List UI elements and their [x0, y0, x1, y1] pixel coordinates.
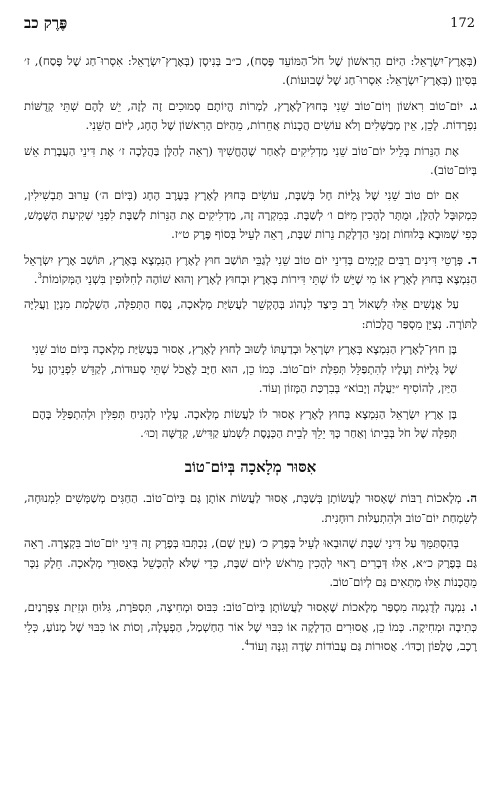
paragraph: בֶּן חוּץ־לָאָרֶץ הַנִּמְצָא בְּאֶרֶץ יִשְׂרָאֵל וּבְדַעְתּוֹ לָשׁוּב לְחוּץ לָאָרֶץ, אָסוּר בַּעֲשִׂיַּת מְלָאכָה בְּיוֹם טוֹב שֵׁנִי שֶׁל גָּלֻיּוֹת וְעָלָיו לְהִתְפַּלֵּל תְּפִלַּת יוֹם־טוֹב. כְּמוֹ כֵן, הוּא חַיָּב לֶאֱכֹל שְׁתֵּי סְעוּדוֹת, לְקַדֵּשׁ לִפְנֵיהֶן עַל הַיַּיִן, לְהוֹסִיף ״יַעֲלֶה וְיָבוֹא״ בְּבִרְכַּת הַמָּזוֹן וְעוֹד.	[32, 342, 457, 396]
paragraph: (בְּאֶרֶץ־יִשְׂרָאֵל: הַיּוֹם הָרִאשׁוֹן שֶׁל חֹל־הַמּוֹעֵד פֶּסַח), כ״ב בְּנִיסָן (בְּאֶרֶץ־יִשְׂרָאֵל: אִסְרוּ־חַג שֶׁל פֶּסַח), ז׳ בְּסִיוָן (בְּאֶרֶץ־יִשְׂרָאֵל: אִסְרוּ־חַג שֶׁל שָׁבוּעוֹת).	[24, 54, 477, 88]
footnote-marker[interactable]: 3	[37, 272, 42, 281]
paragraph-label: ד.	[467, 252, 477, 267]
paragraph-label: ו.	[469, 600, 477, 615]
paragraph-label: ג.	[469, 98, 478, 113]
paragraph: ה. מְלָאכוֹת רַבּוֹת שֶׁאָסוּר לַעֲשׂוֹתָן בְּשַׁבָּת, אָסוּר לַעֲשׂוֹת אוֹתָן גַּם בְּיוֹם־טוֹב. הַחַגִּים מְשַׁמְּשִׁים לִמְנוּחָה, לְשִׂמְחַת יוֹם־טוֹב וּלְהִתְעַלּוּת רוּחָנִית.	[24, 491, 478, 525]
paragraph-label: ה.	[466, 491, 478, 506]
paragraph: ג. יוֹם־טוֹב רִאשׁוֹן וְיוֹם־טוֹב שֵׁנִי בְּחוּץ־לָאָרֶץ, לַמְרוֹת הֱיוֹתָם סְמוּכִים זֶה לָזֶה, יֵשׁ לָהֶם שְׁתֵּי קְדֻשּׁוֹת נִפְרָדוֹת. לָכֵן, אֵין מְבַשְּׁלִים וְלֹא עוֹשִׂים הֲכָנוֹת אֲחֵרוֹת, מֵהַיּוֹם הָרִאשׁוֹן שֶׁל הֶחָג, לַיּוֹם הַשֵּׁנִי.	[24, 98, 478, 133]
running-header	[24, 14, 475, 36]
page-number: 172	[450, 16, 475, 31]
chapter-title: פֶּרֶק כב	[24, 14, 68, 32]
paragraph: בְּהִסְתַּמֵּךְ עַל דִּינֵי שַׁבָּת שֶׁהוּבְאוּ לְעֵיל בְּפֶרֶק כ׳ (עַיֵּן שָׁם), נִכְתְּבוּ בְּפֶרֶק זֶה דִּינֵי יוֹם־טוֹב בִּקְצָרָה. רְאֵה גַּם בְּפֶרֶק כ״א, אֵלּוּ דְּבָרִים רָאוּי לְהָכִין מֵרֹאשׁ לְיוֹם שַׁבָּת, כְּדֵי שֶׁלֹּא לְהִכָּשֵׁל בְּאִסּוּרֵי מְלָאכָה. חֵלֶק נִכָּר מֵהֲכָנוֹת אֵלּוּ מַתְאִים גַּם לְיוֹם־טוֹב.	[24, 536, 477, 589]
paragraph: בֶּן אֶרֶץ יִשְׂרָאֵל הַנִּמְצָא בְּחוּץ לָאָרֶץ אָסוּר לוֹ לַעֲשׂוֹת מְלָאכָה. עָלָיו לְהָנִיחַ תְּפִלִּין וּלְהִתְפַּלֵּל בָּהֶם תְּפִלָּה שֶׁל חֹל בְּבֵיתוֹ וְאַחַר כָּךְ יֵלֵךְ לְבֵית הַכְּנֶסֶת לִשְׁמֹעַ קַדִּישׁ, קְדֻשָּׁה וְכוּ׳.	[32, 406, 457, 440]
paragraph: ד. פְּרָטֵי דִּינִים רַבִּים קַיָּמִים בְּדִינֵי יוֹם טוֹב שֵׁנִי לְגַבֵּי תּוֹשַׁב חוּץ לָאָרֶץ הַנִּמְצָא בָּאָרֶץ, תּוֹשַׁב אֶרֶץ יִשְׂרָאֵל הַנִּמְצָא בְּחוּץ לָאָרֶץ אוֹ מִי שֶׁיֵּשׁ לוֹ שְׁתֵּי דִּירוֹת בָּאָרֶץ וּבְחוּץ לָאָרֶץ וְהוּא שׁוֹהֶה לְחִלּוּפִין בִּשְׁנֵי הַמְּקוֹמוֹת$^3$.	[24, 252, 477, 287]
paragraph: אִם יוֹם טוֹב שֵׁנִי שֶׁל גָּלֻיּוֹת חָל בְּשַׁבָּת, עוֹשִׂים בְּחוּץ לָאָרֶץ בְּעֶרֶב הֶחָג (בְּיוֹם ה׳) עֵרוּב תַּבְשִׁילִין, כִּמְקוּבָּל לְהַלָּן, וּמֻתָּר לְהָכִין מִיּוֹם ו׳ לְשַׁבָּת. בְּמִקְרֶה זֶה, מַדְלִיקִים אֶת הַנֵּרוֹת לְשַׁבָּת לִפְנֵי שְׁקִיעַת הַשֶּׁמֶשׁ, כְּפִי שֶׁמּוּבָא בְּלוּחוֹת זְמַנֵּי הַדְלָקַת נֵרוֹת שַׁבָּת, רְאֵה לְעֵיל בְּסוֹף פֶּרֶק ט״ז.	[24, 188, 477, 242]
paragraph: עַל אֲנָשִׁים אֵלּוּ לִשְׁאוֹל רַב כֵּיצַד לִנְהוֹג בְּהֶקְשֵׁר לַעֲשִׂיַּת מְלָאכָה, נֻסַּח הַתְּפִלָּה, הַשְׁלָמַת מִנְיָן וַעֲלִיָּה לַתּוֹרָה. נְצַיֵּן מִסְפַּר הֲלָכוֹת:	[24, 297, 477, 331]
page-body	[24, 52, 477, 663]
footnote-marker[interactable]: 4	[244, 639, 250, 648]
paragraph: ו. נִמְנֶה לְדֻגְמָה מִסְפַּר מְלָאכוֹת שֶׁאָסוּר לַעֲשׂוֹתָן בְּיוֹם־טוֹב: כִּבּוּס וּמְחִיצָה, תִּסְפֹּרֶת, גִּלּוּחַ וּגְזִיזַת צִפָּרְנַיִם, כְּתִיבָה וּמְחִיקָה. כְּמוֹ כֵן, אֲסוּרִים הַדְלָקָה אוֹ כִּבּוּי שֶׁל אוֹר הַחַשְׁמַל, הַפְעָלָה, וְסוֹת אוֹ כִּבּוּי שֶׁל מָנוֹעַ, כְּלֵי רֶכֶב, טֶלֶפוֹן וְכַדּוֹ׳. אֲסוּרוֹת גַּם עֲבוֹדוֹת שָׂדֶה וְגִנָּה וְעוֹד$^4$.	[24, 600, 477, 654]
paragraph: אֶת הַנֵּרוֹת בְּלֵיל יוֹם־טוֹב שֵׁנִי מַדְלִיקִים לְאַחַר שֶׁהֶחֱשִׁיךְ (רְאֵה לְהַלָּן בַּהֲלָכָה ז׳ אֶת דִּינֵי הַעֲבָרַת אֵשׁ בְּיוֹם־טוֹב).	[24, 143, 477, 178]
section-heading: אִסּוּר מְלָאכָה בְּיוֹם־טוֹב	[184, 458, 317, 477]
